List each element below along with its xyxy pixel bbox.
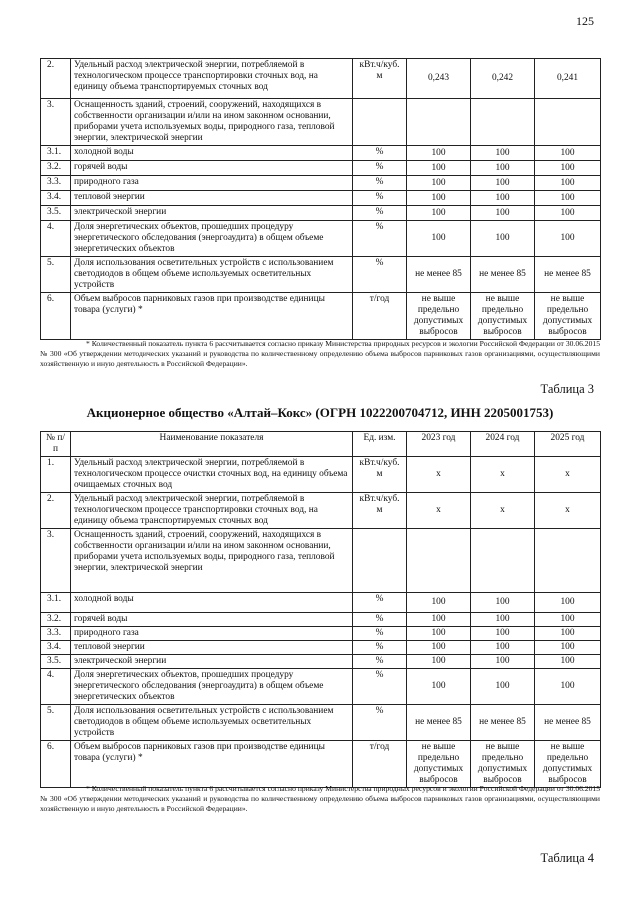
column-header-unit: Ед. изм. (353, 432, 407, 457)
table-label: Таблица 3 (540, 382, 594, 396)
value-2024-cell: 100 (471, 221, 535, 257)
value-2025-cell: не выше предельно допустимых выбросов (535, 741, 601, 788)
value-2024-cell: 100 (471, 613, 535, 627)
value-2025-cell: не менее 85 (535, 705, 601, 741)
footnote: * Количественный показатель пункта 6 рассчитывается согласно приказу Министерства природных ресурсов и экологии Российской Федерации от 30.06.2015 № 300 «Об утверждении методических указаний и руководства по количественному определению объема выбросов парниковых газов организациями, осуществляющими хозяйственную и иную деятельность в Российской Федерации». (40, 339, 600, 368)
unit-cell: % (353, 257, 407, 293)
value-2023-cell (407, 99, 471, 146)
value-2024-cell: 100 (471, 641, 535, 655)
table-row (41, 741, 601, 788)
table-row (41, 59, 601, 99)
unit-cell (353, 529, 407, 593)
unit-cell (353, 99, 407, 146)
row-number-cell: 2. (41, 59, 71, 99)
indicator-name-cell: Доля использования осветительных устройств с использованием светодиодов в общем объеме используемых осветительных устройств (71, 257, 353, 293)
row-number-cell: 3.4. (41, 191, 71, 206)
value-2023-cell: не менее 85 (407, 705, 471, 741)
column-header-2024: 2024 год (471, 432, 535, 457)
value-2024-cell: х (471, 493, 535, 529)
value-2025-cell: 100 (535, 627, 601, 641)
table-row (41, 221, 601, 257)
row-number-cell: 6. (41, 741, 71, 788)
value-2024-cell: 100 (471, 191, 535, 206)
unit-cell: % (353, 161, 407, 176)
value-2025-cell (535, 529, 601, 593)
row-number-cell: 4. (41, 221, 71, 257)
value-2025-cell: 100 (535, 669, 601, 705)
indicator-name-cell: Объем выбросов парниковых газов при производстве единицы товара (услуги) * (71, 741, 353, 788)
unit-cell: % (353, 641, 407, 655)
value-2023-cell: 100 (407, 161, 471, 176)
value-2024-cell: 100 (471, 206, 535, 221)
row-number-cell: 3.4. (41, 641, 71, 655)
indicator-name-cell: горячей воды (71, 613, 353, 627)
value-2025-cell: 100 (535, 593, 601, 613)
value-2023-cell: 100 (407, 221, 471, 257)
value-2023-cell: не выше предельно допустимых выбросов (407, 293, 471, 340)
value-2023-cell: 100 (407, 627, 471, 641)
value-2023-cell: 100 (407, 593, 471, 613)
indicator-name-cell: Доля энергетических объектов, прошедших процедуру энергетического обследования (энергоаудита) в общем объеме энергетических объектов (71, 221, 353, 257)
table-row (41, 206, 601, 221)
value-2024-cell (471, 529, 535, 593)
value-2023-cell (407, 529, 471, 593)
unit-cell: % (353, 655, 407, 669)
table-body (41, 457, 601, 788)
row-number-cell: 2. (41, 493, 71, 529)
indicator-name-cell: природного газа (71, 627, 353, 641)
value-2024-cell: не менее 85 (471, 705, 535, 741)
indicator-name-cell: горячей воды (71, 161, 353, 176)
table-row (41, 257, 601, 293)
indicator-name-cell: электрической энергии (71, 206, 353, 221)
value-2024-cell: 100 (471, 176, 535, 191)
value-2025-cell: 100 (535, 221, 601, 257)
indicator-name-cell: холодной воды (71, 593, 353, 613)
table-row (41, 627, 601, 641)
value-2024-cell: не менее 85 (471, 257, 535, 293)
value-2025-cell (535, 99, 601, 146)
row-number-cell: 3.1. (41, 146, 71, 161)
row-number-cell: 3.3. (41, 627, 71, 641)
unit-cell: % (353, 146, 407, 161)
row-number-cell: 3.5. (41, 206, 71, 221)
table-row (41, 655, 601, 669)
table-row (41, 176, 601, 191)
table-label: Таблица 4 (540, 851, 594, 865)
table-row (41, 99, 601, 146)
value-2024-cell: 100 (471, 627, 535, 641)
value-2024-cell: не выше предельно допустимых выбросов (471, 293, 535, 340)
value-2025-cell: не менее 85 (535, 257, 601, 293)
value-2025-cell: х (535, 493, 601, 529)
value-2024-cell: 100 (471, 669, 535, 705)
unit-cell: т/год (353, 293, 407, 340)
row-number-cell: 3.2. (41, 613, 71, 627)
value-2025-cell: 100 (535, 176, 601, 191)
unit-cell: т/год (353, 741, 407, 788)
footnote: * Количественный показатель пункта 6 рассчитывается согласно приказу Министерства природных ресурсов и экологии Российской Федерации от 30.06.2015 № 300 «Об утверждении методических указаний и руководства по количественному определению объема выбросов парниковых газов организациями, осуществляющими хозяйственную и иную деятельность в Российской Федерации». (40, 784, 600, 813)
table-row (41, 613, 601, 627)
column-header-2025: 2025 год (535, 432, 601, 457)
row-number-cell: 3. (41, 529, 71, 593)
value-2025-cell: не выше предельно допустимых выбросов (535, 293, 601, 340)
table-row (41, 593, 601, 613)
table-row (41, 146, 601, 161)
table-row (41, 705, 601, 741)
unit-cell: кВт.ч/куб. м (353, 59, 407, 99)
indicator-name-cell: тепловой энергии (71, 191, 353, 206)
indicator-name-cell: Доля использования осветительных устройств с использованием светодиодов в общем объеме используемых осветительных устройств (71, 705, 353, 741)
table-row (41, 191, 601, 206)
column-header-num: № п/п (41, 432, 71, 457)
value-2023-cell: 100 (407, 613, 471, 627)
row-number-cell: 3.3. (41, 176, 71, 191)
indicator-name-cell: электрической энергии (71, 655, 353, 669)
unit-cell: % (353, 206, 407, 221)
row-number-cell: 3.5. (41, 655, 71, 669)
value-2023-cell: 100 (407, 669, 471, 705)
row-number-cell: 1. (41, 457, 71, 493)
value-2025-cell: 100 (535, 191, 601, 206)
table-body (41, 59, 601, 340)
row-number-cell: 3. (41, 99, 71, 146)
page-number: 125 (576, 14, 594, 28)
value-2025-cell: 0,241 (535, 59, 601, 99)
unit-cell: % (353, 176, 407, 191)
value-2023-cell: 100 (407, 191, 471, 206)
column-header-2023: 2023 год (407, 432, 471, 457)
indicator-name-cell: Удельный расход электрической энергии, потребляемой в технологическом процессе транспортировки сточных вод, на единицу объема транспортируемых сточных вод (71, 59, 353, 99)
value-2024-cell: 0,242 (471, 59, 535, 99)
row-number-cell: 3.2. (41, 161, 71, 176)
indicator-name-cell: Удельный расход электрической энергии, потребляемой в технологическом процессе транспортировки сточных вод, на единицу объема транспортируемых сточных вод (71, 493, 353, 529)
value-2023-cell: 100 (407, 176, 471, 191)
table-row (41, 529, 601, 593)
indicator-name-cell: Оснащенность зданий, строений, сооружений, находящихся в собственности организации и/или на ином законном основании, приборами учета используемых воды, природного газа, тепловой энергии, электрической энергии (71, 529, 353, 593)
value-2025-cell: 100 (535, 613, 601, 627)
organization-heading: Акционерное общество «Алтай–Кокс» (ОГРН 1022200704712, ИНН 2205001753) (86, 405, 554, 420)
value-2024-cell: 100 (471, 593, 535, 613)
row-number-cell: 5. (41, 705, 71, 741)
unit-cell: % (353, 705, 407, 741)
unit-cell: % (353, 191, 407, 206)
unit-cell: % (353, 627, 407, 641)
value-2023-cell: 100 (407, 641, 471, 655)
unit-cell: % (353, 221, 407, 257)
row-number-cell: 3.1. (41, 593, 71, 613)
row-number-cell: 5. (41, 257, 71, 293)
table-row (41, 669, 601, 705)
value-2023-cell: 100 (407, 655, 471, 669)
value-2024-cell: х (471, 457, 535, 493)
indicator-name-cell: тепловой энергии (71, 641, 353, 655)
value-2023-cell: не менее 85 (407, 257, 471, 293)
indicator-name-cell: Оснащенность зданий, строений, сооружений, находящихся в собственности организации и/или на ином законном основании, приборами учета используемых воды, природного газа, тепловой энергии, электрической энергии (71, 99, 353, 146)
row-number-cell: 6. (41, 293, 71, 340)
table-header-row (41, 432, 601, 457)
value-2023-cell: х (407, 493, 471, 529)
value-2024-cell (471, 99, 535, 146)
value-2025-cell: 100 (535, 641, 601, 655)
row-number-cell: 4. (41, 669, 71, 705)
unit-cell: кВт.ч/куб. м (353, 493, 407, 529)
indicator-name-cell: Удельный расход электрической энергии, потребляемой в технологическом процессе очистки сточных вод, на единицу объема очищаемых сточных вод (71, 457, 353, 493)
value-2024-cell: 100 (471, 161, 535, 176)
table-row (41, 641, 601, 655)
table-row (41, 457, 601, 493)
table-row (41, 493, 601, 529)
indicators-table-continued (40, 58, 601, 340)
table-row (41, 161, 601, 176)
value-2025-cell: 100 (535, 206, 601, 221)
unit-cell: % (353, 593, 407, 613)
column-header-name: Наименование показателя (71, 432, 353, 457)
value-2025-cell: 100 (535, 655, 601, 669)
indicator-name-cell: Доля энергетических объектов, прошедших процедуру энергетического обследования (энергоаудита) в общем объеме энергетических объектов (71, 669, 353, 705)
value-2024-cell: не выше предельно допустимых выбросов (471, 741, 535, 788)
value-2023-cell: 0,243 (407, 59, 471, 99)
indicators-table-altai-koks (40, 431, 601, 788)
value-2025-cell: 100 (535, 161, 601, 176)
indicator-name-cell: Объем выбросов парниковых газов при производстве единицы товара (услуги) * (71, 293, 353, 340)
unit-cell: % (353, 669, 407, 705)
value-2024-cell: 100 (471, 146, 535, 161)
unit-cell: % (353, 613, 407, 627)
value-2024-cell: 100 (471, 655, 535, 669)
value-2023-cell: не выше предельно допустимых выбросов (407, 741, 471, 788)
value-2025-cell: 100 (535, 146, 601, 161)
unit-cell: кВт.ч/куб. м (353, 457, 407, 493)
value-2023-cell: 100 (407, 146, 471, 161)
value-2023-cell: х (407, 457, 471, 493)
indicator-name-cell: холодной воды (71, 146, 353, 161)
value-2023-cell: 100 (407, 206, 471, 221)
value-2025-cell: х (535, 457, 601, 493)
table-row (41, 293, 601, 340)
indicator-name-cell: природного газа (71, 176, 353, 191)
